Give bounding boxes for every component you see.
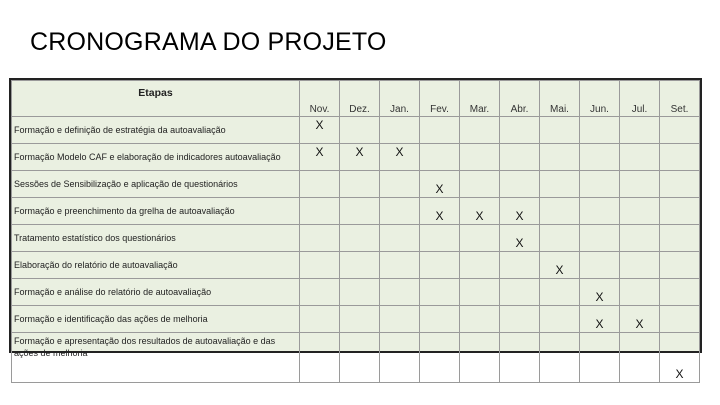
schedule-mark xyxy=(340,306,380,333)
schedule-mark xyxy=(380,117,420,144)
schedule-mark xyxy=(660,306,700,333)
task-label: Formação e análise do relatório de autoavaliação xyxy=(12,279,300,306)
schedule-mark xyxy=(500,144,540,171)
schedule-mark xyxy=(660,117,700,144)
schedule-mark xyxy=(620,198,660,225)
task-label: Formação e preenchimento da grelha de autoavaliação xyxy=(12,198,300,225)
task-label: Formação e identificação das ações de melhoria xyxy=(12,306,300,333)
schedule-table xyxy=(9,78,702,381)
schedule-mark xyxy=(380,279,420,306)
schedule-mark xyxy=(420,306,460,333)
header-etapas: Etapas xyxy=(12,81,300,117)
task-label: Elaboração do relatório de autoavaliação xyxy=(12,252,300,279)
schedule-mark xyxy=(380,333,420,383)
schedule-mark xyxy=(500,252,540,279)
schedule-mark xyxy=(540,333,580,383)
schedule-mark: X xyxy=(620,306,660,333)
schedule-mark xyxy=(540,225,580,252)
table-row xyxy=(12,306,700,333)
schedule-mark xyxy=(500,279,540,306)
schedule-mark xyxy=(660,198,700,225)
schedule-mark xyxy=(620,333,660,383)
schedule-mark xyxy=(540,144,580,171)
schedule-mark xyxy=(460,144,500,171)
schedule-mark xyxy=(300,279,340,306)
schedule-mark xyxy=(500,117,540,144)
schedule-mark: X xyxy=(420,198,460,225)
task-label: Tratamento estatístico dos questionários xyxy=(12,225,300,252)
schedule-mark xyxy=(420,225,460,252)
schedule-mark xyxy=(340,117,380,144)
header-month: Jan. xyxy=(380,81,420,117)
schedule-mark xyxy=(420,144,460,171)
schedule-mark xyxy=(340,279,380,306)
schedule-mark xyxy=(340,171,380,198)
header-month: Jul. xyxy=(620,81,660,117)
task-label: Sessões de Sensibilização e aplicação de questionários xyxy=(12,171,300,198)
schedule-mark xyxy=(460,279,500,306)
task-label: Formação Modelo CAF e elaboração de indicadores autoavaliação xyxy=(12,144,300,171)
schedule-mark xyxy=(420,252,460,279)
schedule-mark: X xyxy=(660,333,700,383)
schedule-mark xyxy=(380,198,420,225)
schedule-mark: X xyxy=(380,144,420,171)
header-month: Dez. xyxy=(340,81,380,117)
table-row xyxy=(12,279,700,306)
header-month: Mai. xyxy=(540,81,580,117)
schedule-mark xyxy=(380,171,420,198)
schedule-mark xyxy=(300,225,340,252)
header-month: Fev. xyxy=(420,81,460,117)
schedule-mark: X xyxy=(300,117,340,144)
schedule-mark: X xyxy=(300,144,340,171)
header-month: Abr. xyxy=(500,81,540,117)
schedule-mark xyxy=(660,225,700,252)
schedule-mark xyxy=(620,225,660,252)
table-row xyxy=(12,252,700,279)
schedule-mark xyxy=(300,306,340,333)
schedule-mark xyxy=(460,306,500,333)
schedule-mark xyxy=(620,171,660,198)
page-title: CRONOGRAMA DO PROJETO xyxy=(30,28,387,56)
schedule-mark xyxy=(340,225,380,252)
schedule-mark xyxy=(580,333,620,383)
schedule-mark xyxy=(620,279,660,306)
header-month: Set. xyxy=(660,81,700,117)
schedule-mark xyxy=(540,117,580,144)
schedule-mark xyxy=(620,144,660,171)
table-row xyxy=(12,225,700,252)
schedule-mark xyxy=(500,171,540,198)
table-row xyxy=(12,117,700,144)
schedule-mark xyxy=(340,198,380,225)
schedule-mark xyxy=(660,144,700,171)
schedule-mark xyxy=(460,117,500,144)
schedule-mark xyxy=(620,252,660,279)
schedule-mark xyxy=(580,171,620,198)
schedule-mark: X xyxy=(580,279,620,306)
schedule-mark: X xyxy=(460,198,500,225)
schedule-mark xyxy=(580,117,620,144)
schedule-mark xyxy=(540,171,580,198)
schedule-mark: X xyxy=(340,144,380,171)
schedule-mark xyxy=(660,279,700,306)
schedule-mark xyxy=(580,198,620,225)
schedule-mark xyxy=(300,333,340,383)
schedule-mark xyxy=(620,117,660,144)
schedule-mark xyxy=(500,333,540,383)
table-row xyxy=(12,198,700,225)
schedule-mark xyxy=(460,171,500,198)
table-row xyxy=(12,333,700,383)
schedule-mark xyxy=(300,198,340,225)
schedule-mark xyxy=(460,225,500,252)
schedule-mark xyxy=(420,117,460,144)
header-row xyxy=(12,81,700,117)
schedule-mark xyxy=(580,225,620,252)
schedule-mark xyxy=(460,252,500,279)
task-label: Formação e apresentação dos resultados de autoavaliação e das ações de melhoria xyxy=(12,333,300,383)
schedule-mark: X xyxy=(540,252,580,279)
header-month: Nov. xyxy=(300,81,340,117)
task-label: Formação e definição de estratégia da autoavaliação xyxy=(12,117,300,144)
header-month: Mar. xyxy=(460,81,500,117)
schedule-mark: X xyxy=(500,225,540,252)
schedule-mark xyxy=(420,279,460,306)
schedule-mark xyxy=(420,333,460,383)
table-row xyxy=(12,144,700,171)
schedule-mark xyxy=(500,306,540,333)
schedule-mark xyxy=(380,306,420,333)
schedule-mark xyxy=(580,144,620,171)
table-row xyxy=(12,171,700,198)
schedule-mark xyxy=(660,252,700,279)
schedule-mark xyxy=(660,171,700,198)
schedule-mark xyxy=(460,333,500,383)
schedule-mark xyxy=(340,333,380,383)
schedule-mark xyxy=(580,252,620,279)
schedule-mark xyxy=(340,252,380,279)
schedule-mark: X xyxy=(420,171,460,198)
header-month: Jun. xyxy=(580,81,620,117)
schedule-mark: X xyxy=(580,306,620,333)
schedule-mark xyxy=(540,198,580,225)
schedule-mark: X xyxy=(500,198,540,225)
schedule-mark xyxy=(380,225,420,252)
schedule-mark xyxy=(540,279,580,306)
schedule-mark xyxy=(540,306,580,333)
schedule-mark xyxy=(380,252,420,279)
schedule-mark xyxy=(300,252,340,279)
schedule-mark xyxy=(300,171,340,198)
